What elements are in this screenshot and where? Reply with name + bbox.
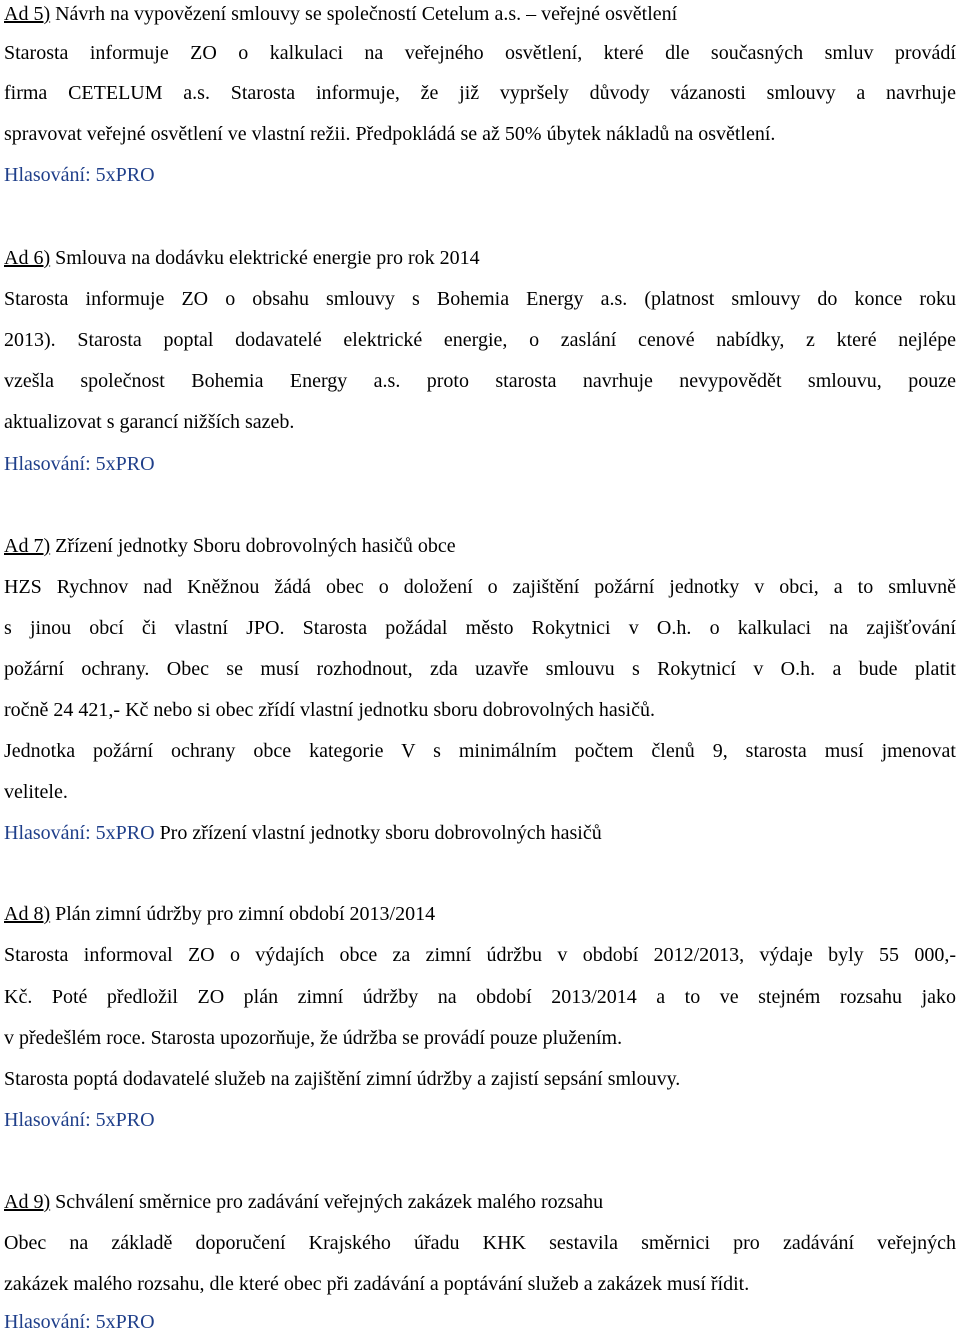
heading-number: Ad 8): [4, 903, 51, 925]
heading-number: Ad 6): [4, 247, 51, 269]
paragraph-line: Starosta informoval ZO o výdajích obce za zimní údržbu v období 2012/2013, výdaje byly 55 000,-: [4, 944, 956, 966]
paragraph-line: v předešlém roce. Starosta upozorňuje, že údržba se provádí pouze plužením.: [4, 1027, 623, 1049]
section-heading-ad8: [4, 900, 956, 928]
vote-note: Pro zřízení vlastní jednotky sboru dobrovolných hasičů: [154, 822, 602, 844]
vote-result: Hlasování: 5xPRO: [4, 453, 155, 475]
heading-title: Návrh na vypovězení smlouvy se společností Cetelum a.s. – veřejné osvětlení: [50, 3, 678, 25]
section-heading-ad7: [4, 532, 956, 560]
paragraph-line: zakázek malého rozsahu, dle které obec při zadávání a poptávání služeb a zakázek musí řídit.: [4, 1273, 750, 1295]
paragraph-line: Starosta informuje ZO o obsahu smlouvy s Bohemia Energy a.s. (platnost smlouvy do konce roku: [4, 288, 956, 310]
paragraph-line: Kč. Poté předložil ZO plán zimní údržby na období 2013/2014 a to ve stejném rozsahu jako: [4, 986, 956, 1008]
paragraph-line: Jednotka požární ochrany obce kategorie V s minimálním počtem členů 9, starosta musí jmenovat: [4, 740, 956, 762]
paragraph-line: Obec na základě doporučení Krajského úřadu KHK sestavila směrnici pro zadávání veřejných: [4, 1232, 956, 1254]
heading-title: Plán zimní údržby pro zimní období 2013/2014: [50, 903, 436, 925]
paragraph-line: aktualizovat s garancí nižších sazeb.: [4, 411, 295, 433]
paragraph-line: s jinou obcí či vlastní JPO. Starosta požádal město Rokytnici v O.h. o kalkulaci na zajišťování: [4, 617, 956, 639]
vote-result: Hlasování: 5xPRO: [4, 164, 155, 186]
vote-result: Hlasování: 5xPRO: [4, 1109, 155, 1131]
paragraph-line: vzešla společnost Bohemia Energy a.s. proto starosta navrhuje nevypovědět smlouvu, pouze: [4, 370, 956, 392]
heading-title: Schválení směrnice pro zadávání veřejných zakázek malého rozsahu: [50, 1191, 604, 1213]
paragraph-line: ročně 24 421,- Kč nebo si obec zřídí vlastní jednotku sboru dobrovolných hasičů.: [4, 699, 655, 721]
paragraph-line: Starosta informuje ZO o kalkulaci na veřejného osvětlení, které dle současných smluv provádí: [4, 42, 956, 64]
heading-title: Zřízení jednotky Sboru dobrovolných hasičů obce: [50, 535, 456, 557]
heading-number: Ad 7): [4, 535, 51, 557]
heading-title: Smlouva na dodávku elektrické energie pro rok 2014: [50, 247, 480, 269]
vote-line: [4, 819, 956, 847]
paragraph-line: HZS Rychnov nad Kněžnou žádá obec o doložení o zajištění požární jednotky v obci, a to smluvně: [4, 576, 956, 598]
vote-result: Hlasování: 5xPRO: [4, 1311, 155, 1333]
paragraph-line: velitele.: [4, 781, 68, 803]
paragraph-line: Starosta poptá dodavatelé služeb na zajištění zimní údržby a zajistí sepsání smlouvy.: [4, 1068, 681, 1090]
paragraph-line: spravovat veřejné osvětlení ve vlastní režii. Předpokládá se až 50% úbytek nákladů na osvětlení.: [4, 123, 776, 145]
section-heading-ad5: [4, 0, 956, 28]
paragraph-line: firma CETELUM a.s. Starosta informuje, že již vypršely důvody vázanosti smlouvy a navrhuje: [4, 82, 956, 104]
heading-number: Ad 5): [4, 3, 51, 25]
vote-result: Hlasování: 5xPRO: [4, 822, 155, 844]
paragraph-line: 2013). Starosta poptal dodavatelé elektrické energie, o zaslání cenové nabídky, z které nejlépe: [4, 329, 956, 351]
heading-number: Ad 9): [4, 1191, 51, 1213]
paragraph-line: požární ochrany. Obec se musí rozhodnout, zda uzavře smlouvu s Rokytnicí v O.h. a bude platit: [4, 658, 956, 680]
section-heading-ad9: [4, 1188, 956, 1216]
section-heading-ad6: [4, 244, 956, 272]
